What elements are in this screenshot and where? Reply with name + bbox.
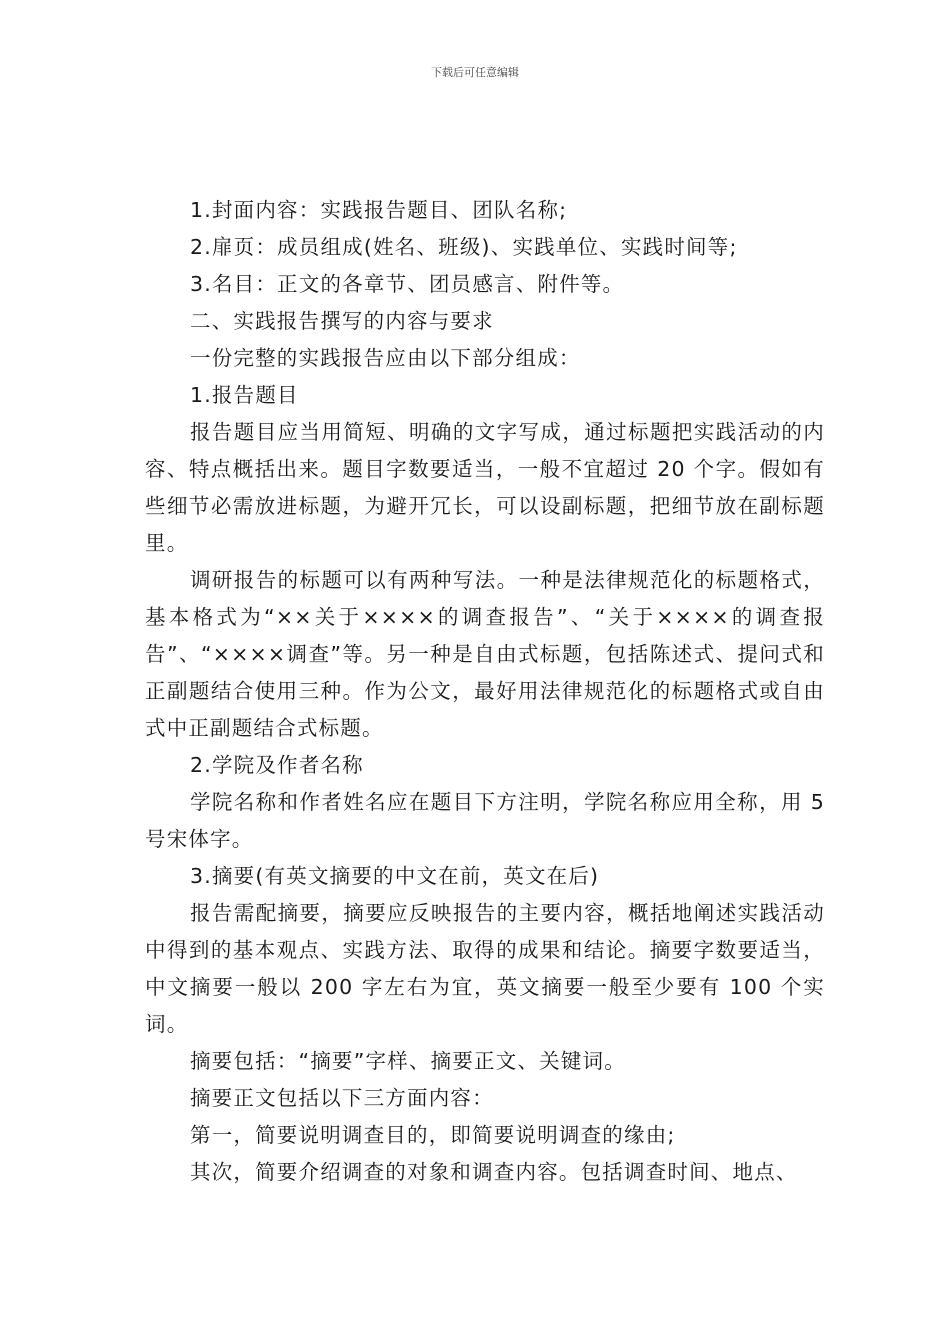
paragraph-abstract-includes: 摘要包括：“摘要”字样、摘要正文、关键词。 [190,1049,626,1073]
page-header: 下载后可任意编辑 [431,66,519,79]
paragraph-report-components: 一份完整的实践报告应由以下部分组成： [190,346,581,370]
paragraph-college-author-guidance: 学院名称和作者姓名应在题目下方注明，学院名称应用全称，用 5 号宋体字。 [145,790,825,851]
subheading-report-title: 1.报告题目 [190,383,299,407]
section-heading-content-requirements: 二、实践报告撰写的内容与要求 [190,309,494,333]
document-body [145,192,825,1191]
paragraph-title-page: 2.扉页：成员组成(姓名、班级)、实践单位、实践时间等; [190,235,738,259]
paragraph-table-of-contents: 3.名目：正文的各章节、团员感言、附件等。 [190,272,625,296]
paragraph-cover-content: 1.封面内容：实践报告题目、团队名称; [190,198,568,222]
paragraph-report-title-guidance: 报告题目应当用简短、明确的文字写成，通过标题把实践活动的内容、特点概括出来。题目字数要适当，一般不宜超过 20 个字。假如有些细节必需放进标题，为避开冗长，可以设副标题，把细节放在副标题里。 [145,420,825,555]
paragraph-abstract-body-three-parts: 摘要正文包括以下三方面内容： [190,1086,494,1110]
paragraph-title-formats: 调研报告的标题可以有两种写法。一种是法律规范化的标题格式，基本格式为“××关于××××的调查报告”、“关于××××的调查报告”、“××××调查”等。另一种是自由式标题，包括陈述式、提问式和正副题结合使用三种。作为公文，最好用法律规范化的标题格式或自由式中正副题结合式标题。 [145,568,825,740]
paragraph-second-objects: 其次，简要介绍调查的对象和调查内容。包括调查时间、地点、 [190,1160,798,1184]
subheading-college-author: 2.学院及作者名称 [190,753,364,777]
paragraph-first-purpose: 第一，简要说明调查目的，即简要说明调查的缘由; [190,1123,676,1147]
subheading-abstract: 3.摘要(有英文摘要的中文在前，英文在后) [190,864,600,888]
paragraph-abstract-guidance: 报告需配摘要，摘要应反映报告的主要内容，概括地阐述实践活动中得到的基本观点、实践方法、取得的成果和结论。摘要字数要适当，中文摘要一般以 200 字左右为宜，英文摘要一般至少要有 100 个实词。 [145,901,825,1036]
